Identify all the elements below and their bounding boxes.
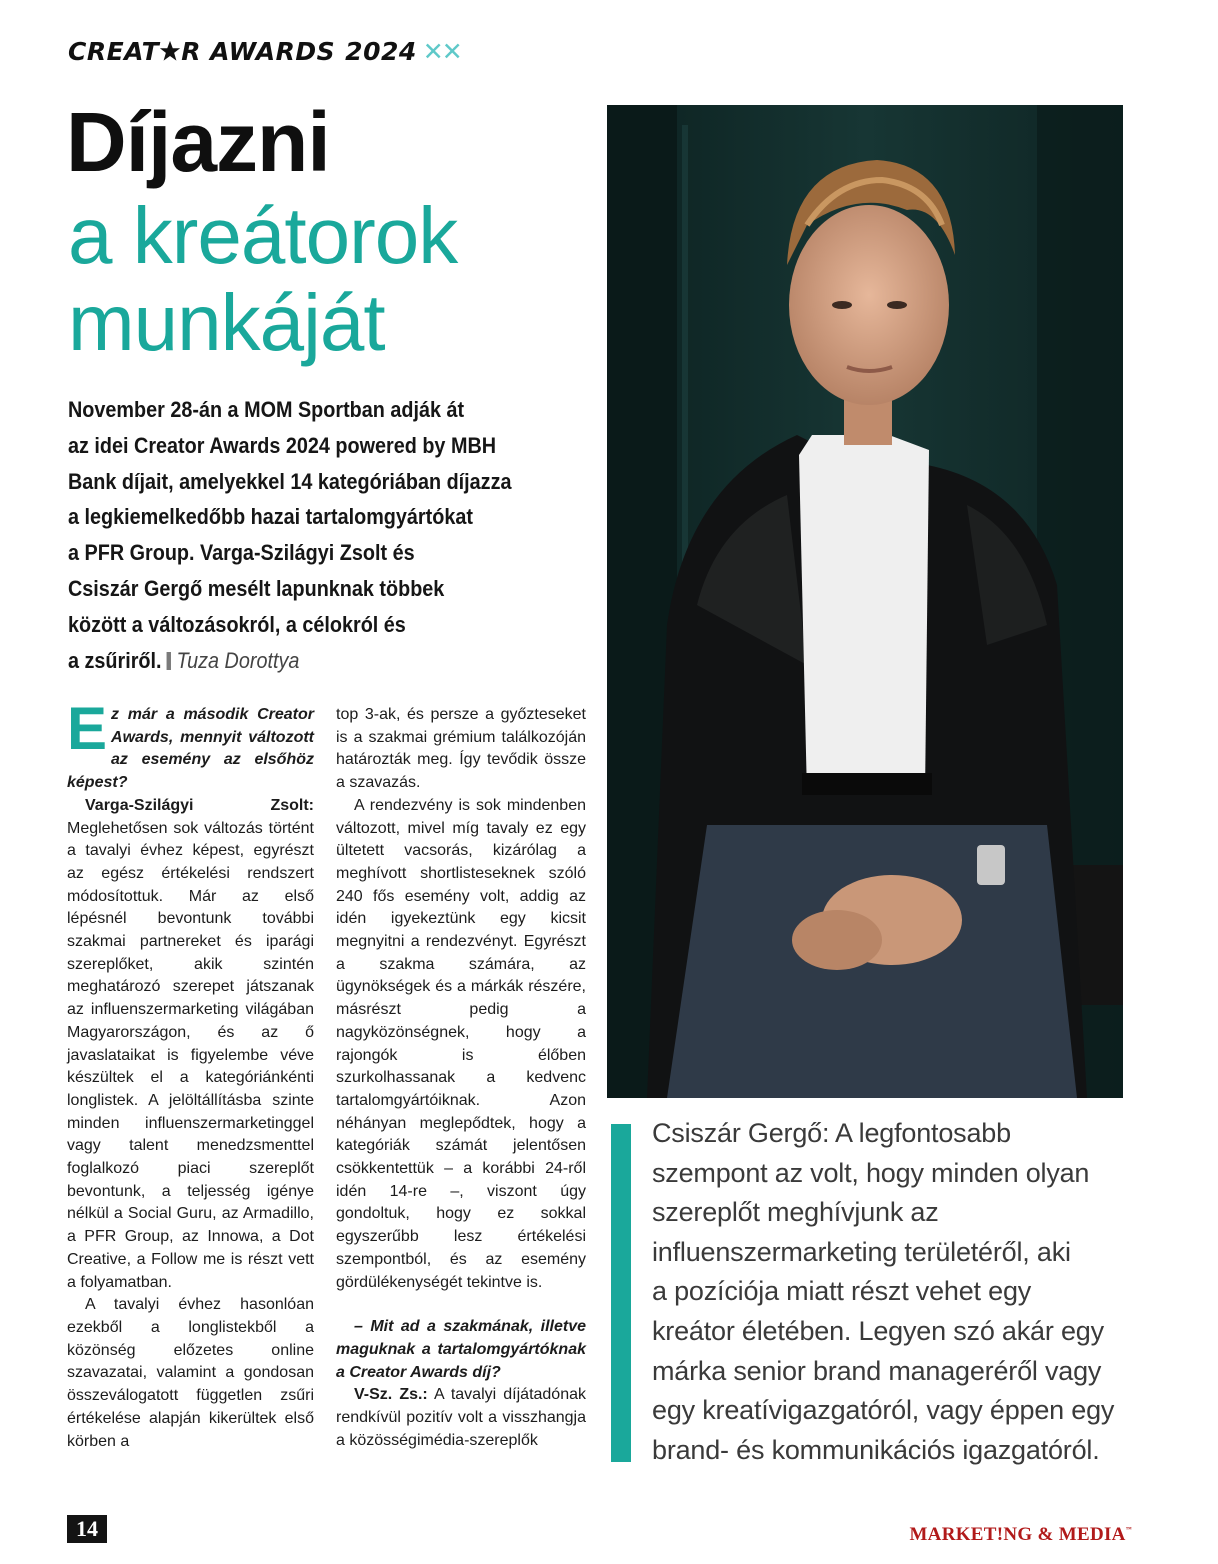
article-column-2 — [336, 704, 586, 1453]
masthead-mark-icon: ✕✕ — [422, 36, 461, 66]
interview-question — [67, 695, 314, 795]
masthead-word-rest: R AWARDS — [181, 36, 336, 66]
answer-text: Meglehetősen sok változás történt a tavalyi évhez képest, egyrészt az egész értékelési rendszert módosítottuk. Már az első lépésnél bevontunk további szakmai partnereket és iparági szereplőket, akik szintén meghatározó szerepet játszanak az influenszermarketing világában Magyarországon, és az ő javaslataikat is figyelembe véve készültek el a kategóriánkénti longlistek. A jelöltállításba szinte minden influenszermarketinggel vagy talent menedzsmenttel foglalkozó piaci szereplőt bevontunk, a teljesség igénye nélkül a Social Guru, az Armadillo, a PFR Group, az Innowa, a Dot Creative, a Follow me is részt vett a folyamatban. — [67, 819, 314, 1291]
brand-text: MARKET — [909, 1524, 997, 1545]
pull-quote-line: márka senior brand manageréről vagy — [652, 1355, 1102, 1386]
body-paragraph: A tavalyi évhez hasonlóan ezekből a longlistekből a közönség előzetes online szavazatai, valamint a gondosan összeválogatott független zsűri értékelése alapján kikerültek első körben a — [67, 1296, 314, 1450]
lead-line: Csiszár Gergő mesélt lapunknak többek — [68, 575, 445, 601]
headline-sub-line: a kreátorok — [68, 191, 458, 280]
lead-line: a legkiemelkedőbb hazai tartalomgyártókat — [68, 504, 473, 530]
body-paragraph: A rendezvény is sok mindenben változott, mivel míg tavaly ez egy ültetett vacsorás, kizárólag a meghívott shortlisteseknek szóló 240 fős esemény volt, addig az idén igyekeztünk egy kicsit megnyitni a rendezvényt. Egyrészt a szakma számára, az ügynökségek és a márkák részére, másrészt pedig a nagyközönségnek, hogy a rajongók is élőben szurkolhassanak a kedvenc tartalomgyártóiknak. Azon néhányan meglepődtek, hogy a kategóriák számát jelentősen csökkentettük – a korábbi 24-ről idén 14-re –, viszont úgy gondoltuk, hogy ez sokkal egyszerűbb lesz értékelési szempontból, és az esemény gördülékenységét tekintve is. — [336, 796, 586, 1291]
interview-question: – Mit ad a szakmának, illetve maguknak a tartalomgyártóknak a Creator Awards díj? — [336, 1318, 586, 1381]
lead-line: a zsűriről. — [68, 647, 162, 673]
answer-text: A tavalyi díjátadónak rendkívül pozitív volt a visszhangja a közösségimédia-szereplők — [336, 1386, 587, 1449]
lead-line: az idei Creator Awards 2024 powered by MBH — [68, 432, 497, 458]
pull-quote — [652, 1114, 1122, 1470]
brand-text-mark: ! — [996, 1524, 1004, 1545]
page-number: 14 — [67, 1515, 107, 1543]
lead-line-last — [68, 643, 526, 679]
lead-line: a PFR Group. Varga-Szilágyi Zsolt és — [68, 540, 415, 566]
brand-text: NG & MEDIA — [1003, 1524, 1126, 1545]
headline-sub-line: munkáját — [68, 278, 385, 367]
lead-line: között a változásokról, a célokról és — [68, 611, 406, 637]
article-column-1 — [67, 695, 314, 1453]
pull-quote-bar — [611, 1124, 631, 1462]
body-paragraph: top 3-ak, és persze a győzteseket is a szakmai grémium találkozóján határozták meg. Így tevődik össze a szavazás. — [336, 706, 586, 792]
pull-quote-line: egy kreatívigazgatóról, vagy éppen egy — [652, 1395, 1115, 1426]
lead-paragraph — [68, 392, 526, 678]
pull-quote-line: szempont az volt, hogy minden olyan — [652, 1157, 1090, 1188]
masthead-word: CREAT — [68, 36, 160, 66]
byline-separator — [167, 652, 171, 670]
headline-main: Díjazni — [66, 95, 330, 189]
pull-quote-line: kreátor életében. Legyen szó akár egy — [652, 1315, 1104, 1346]
masthead-year: 2024 — [345, 36, 417, 66]
pull-quote-line: Csiszár Gergő: A legfontosabb — [652, 1118, 1011, 1148]
trademark: ™ — [1125, 1527, 1132, 1533]
pull-quote-line: brand- és kommunikációs igazgatóról. — [652, 1434, 1100, 1465]
question-text: z már a második Creator Awards, mennyit változott az esemény az elsőhöz képest? — [67, 706, 314, 792]
speaker-name: V-Sz. Zs.: — [354, 1386, 428, 1404]
pull-quote-line: influenszermarketing területéről, aki — [652, 1236, 1071, 1267]
brand-logo — [909, 1524, 1132, 1546]
portrait-illustration — [607, 105, 1123, 1098]
speaker-name: Varga-Szilágyi Zsolt: — [85, 796, 314, 814]
pull-quote-line: a pozíciója miatt részt vehet egy — [652, 1276, 1032, 1307]
byline-author: Tuza Dorottya — [176, 647, 300, 673]
interview-answer — [67, 795, 314, 1294]
headline-sub — [68, 192, 457, 366]
masthead — [68, 34, 461, 68]
pull-quote-line: szereplőt meghívjunk az — [652, 1197, 939, 1228]
drop-cap: E — [67, 695, 108, 762]
lead-line: Bank díjait, amelyekkel 14 kategóriában díjazza — [68, 468, 512, 494]
interview-answer — [336, 1384, 586, 1452]
star-icon — [159, 40, 181, 62]
portrait-photo — [607, 105, 1123, 1098]
lead-line: November 28-án a MOM Sportban adják át — [68, 397, 465, 422]
